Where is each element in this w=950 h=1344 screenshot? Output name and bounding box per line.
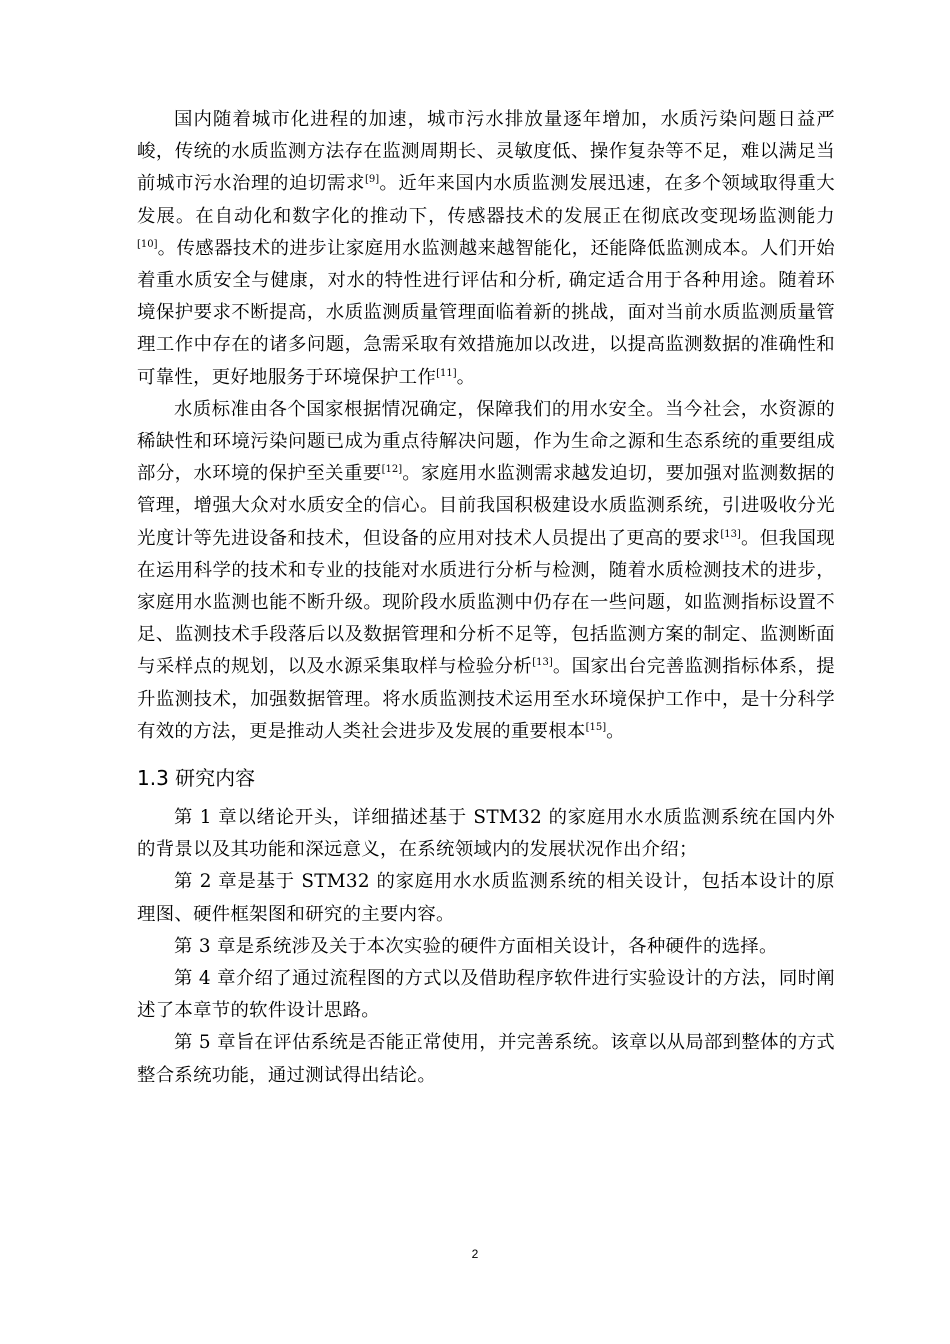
citation-marker: [15] <box>585 721 607 733</box>
chapter-summary-4: 第 4 章介绍了通过流程图的方式以及借助程序软件进行实验设计的方法，同时阐述了本章节的软件设计思路。 <box>137 968 835 1022</box>
citation-marker: [10] <box>137 238 158 250</box>
chapter-summary-1: 第 1 章以绪论开头，详细描述基于 STM32 的家庭用水水质监测系统在国内外的背景以及其功能和深远意义，在系统领域内的发展状况作出介绍； <box>137 807 835 861</box>
section-heading: 1.3 研究内容 <box>137 766 256 791</box>
body-paragraph-water-standards <box>137 394 835 748</box>
paragraph-text: 。 <box>606 720 625 742</box>
page-number: 2 <box>471 1247 479 1261</box>
paragraph-text: 。但我国现在运用科学的技术和专业的技能对水质进行分析与检测，随着水质检测技术的进步，家庭用水监测也能不断升级。现阶段水质监测中仍存在一些问题，如监测指标设置不足、监测技术手段落后以及数据管理和分析不足等，包括监测方案的制定、监测断面与采样点的规划，以及水源采集取样与检验分析 <box>137 527 835 678</box>
paragraph-text: 水质标准由各个国家根据情况确定，保障我们的用水安全。当今社会，水资源的稀缺性和环境污染问题已成为重点待解决问题，作为生命之源和生态系统的重要组成部分，水环境的保护至关重要 <box>137 398 835 485</box>
citation-marker: [9] <box>364 174 380 186</box>
paragraph-text: 。国家出台完善监测指标体系，提升监测技术，加强数据管理。将水质监测技术运用至水环境保护工作中，是十分科学有效的方法，更是推动人类社会进步及发展的重要根本 <box>137 656 835 742</box>
citation-marker: [12] <box>381 464 403 476</box>
citation-marker: [11] <box>436 367 457 379</box>
citation-marker: [13] <box>720 528 741 540</box>
paragraph-text: 。传感器技术的进步让家庭用水监测越来越智能化，还能降低监测成本。人们开始着重水质安全与健康，对水的特性进行评估和分析, 确定适合用于各种用途。随着环境保护要求不断提高，水质监测质量管理面临着新的挑战，面对当前水质监测质量管理工作中存在的诸多问题，急需采取有效措施加以改进，以提高监测数据的准确性和可靠性，更好地服务于环境保护工作 <box>137 237 835 388</box>
citation-marker: [13] <box>532 657 553 669</box>
paragraph-text: 。 <box>456 366 476 388</box>
paragraph-text: 国内随着城市化进程的加速，城市污水排放量逐年增加，水质污染问题日益严峻，传统的水质监测方法存在监测周期长、灵敏度低、操作复杂等不足，难以满足当前城市污水治理的迫切需求 <box>137 109 835 195</box>
paragraph-text: 。近年来国内水质监测发展迅速，在多个领域取得重大发展。在自动化和数字化的推动下，传感器技术的发展正在彻底改变现场监测能力 <box>137 173 836 227</box>
chapter-summary-3: 第 3 章是系统涉及关于本次实验的硬件方面相关设计，各种硬件的选择。 <box>174 935 778 957</box>
paragraph-text: 。家庭用水监测需求越发迫切，要加强对监测数据的管理，增强大众对水质安全的信心。目前我国积极建设水质监测系统，引进吸收分光光度计等先进设备和技术，但设备的应用对技术人员提出了更高的要求 <box>137 463 835 549</box>
chapter-summary-2: 第 2 章是基于 STM32 的家庭用水水质监测系统的相关设计，包括本设计的原理图、硬件框架图和研究的主要内容。 <box>137 871 835 925</box>
body-paragraph-domestic-status <box>137 104 835 394</box>
chapter-summary-5: 第 5 章旨在评估系统是否能正常使用，并完善系统。该章以从局部到整体的方式整合系统功能，通过测试得出结论。 <box>137 1032 835 1086</box>
